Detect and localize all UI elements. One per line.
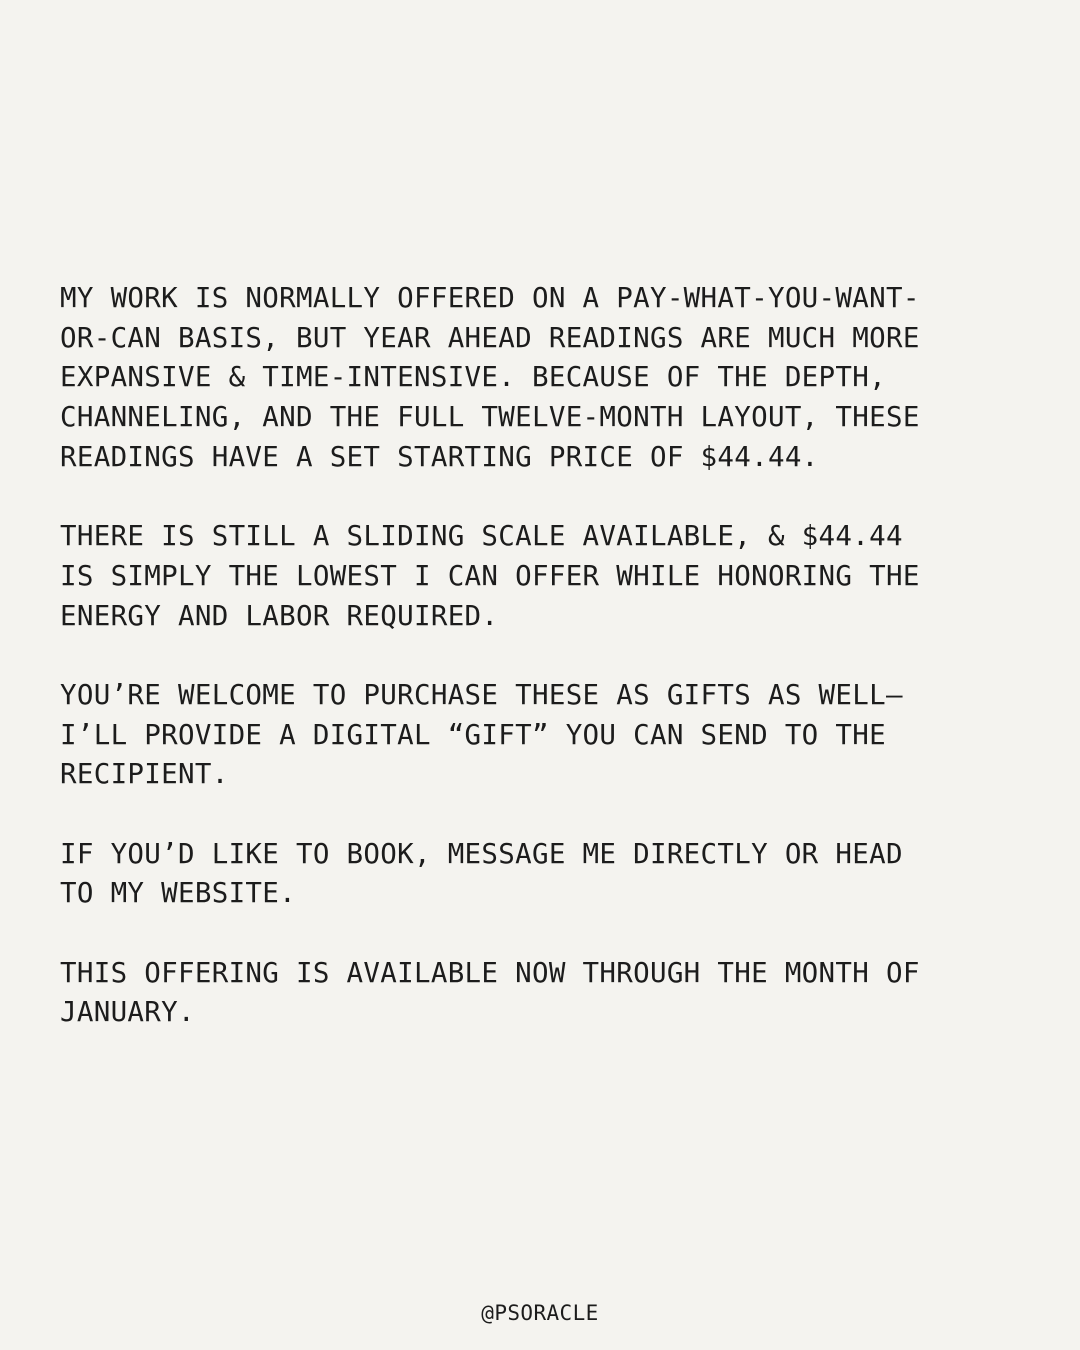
text-line: RECIPIENT. [60,758,229,791]
text-line: YOU’RE WELCOME TO PURCHASE THESE AS GIFTS AS WELL— [60,678,903,711]
text-line: OR-CAN BASIS, BUT YEAR AHEAD READINGS ARE MUCH MORE [60,321,920,354]
text-line: READINGS HAVE A SET STARTING PRICE OF $44.44. [60,440,819,473]
account-handle: @PSORACLE [481,1301,599,1325]
text-line: JANUARY. [60,996,195,1029]
text-line: MY WORK IS NORMALLY OFFERED ON A PAY-WHAT-YOU-WANT- [60,282,920,314]
text-line: THERE IS STILL A SLIDING SCALE AVAILABLE, & $44.44 [60,520,903,553]
text-line: IS SIMPLY THE LOWEST I CAN OFFER WHILE HONORING THE [60,559,920,592]
body-text [60,279,1040,1033]
text-line: IF YOU’D LIKE TO BOOK, MESSAGE ME DIRECTLY OR HEAD [60,837,903,870]
paragraph-sliding-scale [60,517,1040,636]
paragraph-pricing [60,279,1040,477]
text-line: CHANNELING, AND THE FULL TWELVE-MONTH LAYOUT, THESE [60,401,920,434]
text-line: EXPANSIVE & TIME-INTENSIVE. BECAUSE OF THE DEPTH, [60,361,886,394]
text-line: THIS OFFERING IS AVAILABLE NOW THROUGH THE MONTH OF [60,956,920,989]
paragraph-availability [60,954,1040,1033]
paragraph-booking [60,835,1040,914]
paragraph-gifts [60,676,1040,795]
text-line: ENERGY AND LABOR REQUIRED. [60,599,499,632]
text-line: I’LL PROVIDE A DIGITAL “GIFT” YOU CAN SEND TO THE [60,718,886,751]
text-line: TO MY WEBSITE. [60,877,296,910]
